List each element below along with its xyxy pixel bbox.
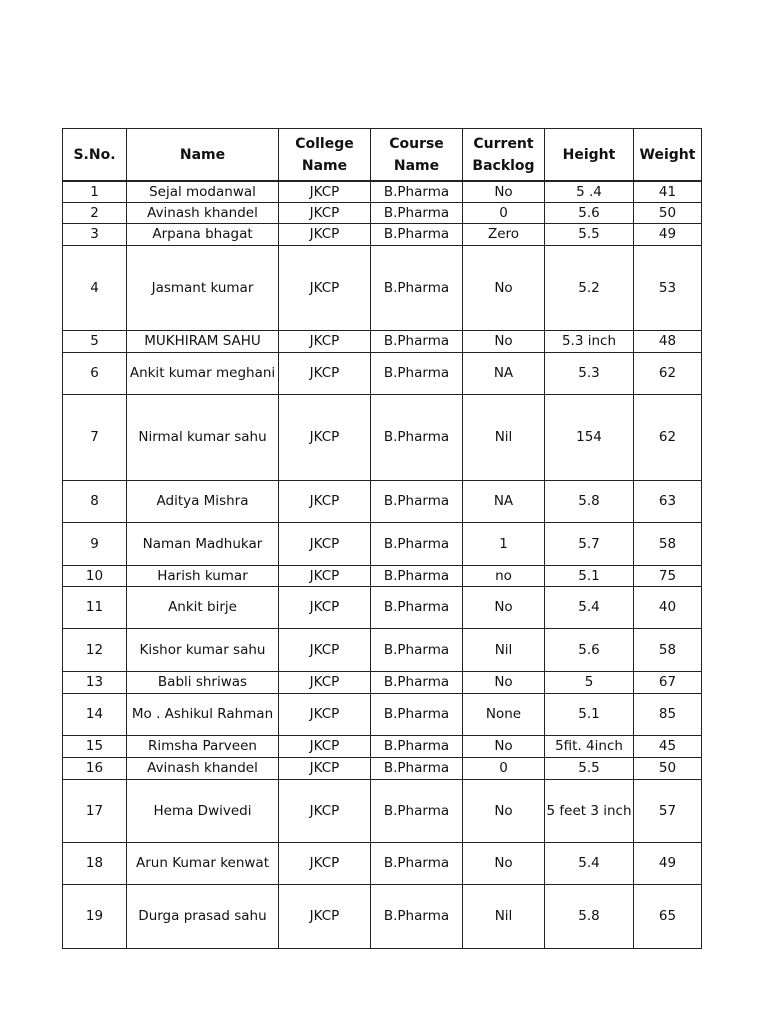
cell-backlog: Nil	[463, 394, 545, 480]
cell-sno: 1	[63, 181, 127, 202]
cell-sno: 3	[63, 223, 127, 245]
header-college	[279, 129, 371, 182]
cell-backlog: 0	[463, 202, 545, 223]
cell-weight: 58	[634, 628, 702, 671]
cell-course: B.Pharma	[371, 223, 463, 245]
cell-college: JKCP	[279, 884, 371, 948]
cell-name: Kishor kumar sahu	[127, 628, 279, 671]
cell-sno: 19	[63, 884, 127, 948]
cell-name: Avinash khandel	[127, 757, 279, 779]
header-sno: S.No.	[63, 129, 127, 182]
cell-sno: 6	[63, 352, 127, 394]
header-height: Height	[545, 129, 634, 182]
student-table	[62, 128, 702, 949]
cell-course: B.Pharma	[371, 480, 463, 522]
cell-sno: 12	[63, 628, 127, 671]
cell-name: Durga prasad sahu	[127, 884, 279, 948]
cell-name: Rimsha Parveen	[127, 735, 279, 757]
cell-name: Avinash khandel	[127, 202, 279, 223]
cell-course: B.Pharma	[371, 842, 463, 884]
cell-height: 5.5	[545, 757, 634, 779]
cell-name: Hema Dwivedi	[127, 779, 279, 842]
table-row	[63, 565, 702, 586]
table-row	[63, 352, 702, 394]
cell-height: 5	[545, 671, 634, 693]
cell-backlog: Zero	[463, 223, 545, 245]
table-row	[63, 245, 702, 330]
cell-course: B.Pharma	[371, 394, 463, 480]
cell-name: Ankit kumar meghani	[127, 352, 279, 394]
cell-weight: 57	[634, 779, 702, 842]
cell-sno: 4	[63, 245, 127, 330]
cell-weight: 45	[634, 735, 702, 757]
table-row	[63, 522, 702, 565]
cell-weight: 62	[634, 394, 702, 480]
cell-course: B.Pharma	[371, 352, 463, 394]
cell-college: JKCP	[279, 223, 371, 245]
cell-weight: 50	[634, 202, 702, 223]
header-course	[371, 129, 463, 182]
cell-name: Nirmal kumar sahu	[127, 394, 279, 480]
cell-backlog: Nil	[463, 884, 545, 948]
cell-name: Babli shriwas	[127, 671, 279, 693]
cell-height: 5.4	[545, 586, 634, 628]
cell-weight: 65	[634, 884, 702, 948]
cell-college: JKCP	[279, 842, 371, 884]
table-row	[63, 480, 702, 522]
table-row	[63, 735, 702, 757]
cell-height: 5.8	[545, 480, 634, 522]
cell-backlog: No	[463, 245, 545, 330]
cell-sno: 14	[63, 693, 127, 735]
cell-course: B.Pharma	[371, 628, 463, 671]
table-row	[63, 671, 702, 693]
cell-college: JKCP	[279, 586, 371, 628]
cell-course: B.Pharma	[371, 671, 463, 693]
table-row	[63, 202, 702, 223]
cell-college: JKCP	[279, 394, 371, 480]
cell-sno: 13	[63, 671, 127, 693]
cell-college: JKCP	[279, 480, 371, 522]
header-course-line1: Course	[389, 135, 444, 152]
cell-name: Arun Kumar kenwat	[127, 842, 279, 884]
cell-college: JKCP	[279, 245, 371, 330]
cell-college: JKCP	[279, 735, 371, 757]
cell-name: Sejal modanwal	[127, 181, 279, 202]
cell-name: MUKHIRAM SAHU	[127, 330, 279, 352]
cell-height: 154	[545, 394, 634, 480]
cell-backlog: No	[463, 330, 545, 352]
cell-weight: 40	[634, 586, 702, 628]
header-weight: Weight	[634, 129, 702, 182]
cell-name: Naman Madhukar	[127, 522, 279, 565]
cell-course: B.Pharma	[371, 693, 463, 735]
cell-name: Harish kumar	[127, 565, 279, 586]
cell-college: JKCP	[279, 330, 371, 352]
header-college-line1: College	[295, 135, 354, 152]
cell-name: Ankit birje	[127, 586, 279, 628]
table-row	[63, 330, 702, 352]
cell-backlog: 0	[463, 757, 545, 779]
table-row	[63, 181, 702, 202]
cell-name: Aditya Mishra	[127, 480, 279, 522]
cell-backlog: No	[463, 181, 545, 202]
cell-height: 5.3	[545, 352, 634, 394]
cell-height: 5.1	[545, 565, 634, 586]
cell-name: Mo . Ashikul Rahman	[127, 693, 279, 735]
cell-height: 5.6	[545, 628, 634, 671]
cell-college: JKCP	[279, 565, 371, 586]
cell-college: JKCP	[279, 693, 371, 735]
cell-weight: 48	[634, 330, 702, 352]
cell-name: Arpana bhagat	[127, 223, 279, 245]
table-row	[63, 394, 702, 480]
cell-sno: 9	[63, 522, 127, 565]
header-backlog-line2: Backlog	[472, 157, 535, 174]
table-row	[63, 842, 702, 884]
cell-backlog: No	[463, 735, 545, 757]
cell-height: 5.5	[545, 223, 634, 245]
cell-weight: 67	[634, 671, 702, 693]
cell-sno: 17	[63, 779, 127, 842]
cell-height: 5.7	[545, 522, 634, 565]
cell-course: B.Pharma	[371, 757, 463, 779]
cell-backlog: No	[463, 586, 545, 628]
cell-height: 5 .4	[545, 181, 634, 202]
cell-backlog: None	[463, 693, 545, 735]
cell-height: 5.1	[545, 693, 634, 735]
cell-course: B.Pharma	[371, 181, 463, 202]
cell-height: 5.8	[545, 884, 634, 948]
cell-backlog: Nil	[463, 628, 545, 671]
cell-sno: 18	[63, 842, 127, 884]
header-row	[63, 129, 702, 182]
header-name: Name	[127, 129, 279, 182]
cell-course: B.Pharma	[371, 565, 463, 586]
cell-sno: 16	[63, 757, 127, 779]
cell-college: JKCP	[279, 181, 371, 202]
cell-course: B.Pharma	[371, 330, 463, 352]
cell-course: B.Pharma	[371, 202, 463, 223]
cell-height: 5.6	[545, 202, 634, 223]
cell-height: 5.2	[545, 245, 634, 330]
cell-college: JKCP	[279, 779, 371, 842]
cell-college: JKCP	[279, 757, 371, 779]
table-row	[63, 779, 702, 842]
header-course-line2: Name	[393, 157, 440, 174]
header-backlog	[463, 129, 545, 182]
cell-sno: 2	[63, 202, 127, 223]
cell-weight: 75	[634, 565, 702, 586]
cell-sno: 15	[63, 735, 127, 757]
cell-height: 5.3 inch	[545, 330, 634, 352]
cell-sno: 7	[63, 394, 127, 480]
cell-course: B.Pharma	[371, 522, 463, 565]
cell-backlog: NA	[463, 480, 545, 522]
cell-backlog: No	[463, 779, 545, 842]
table-row	[63, 628, 702, 671]
header-college-line2: Name	[301, 157, 348, 174]
cell-backlog: no	[463, 565, 545, 586]
cell-college: JKCP	[279, 671, 371, 693]
table-row	[63, 757, 702, 779]
cell-course: B.Pharma	[371, 884, 463, 948]
cell-weight: 58	[634, 522, 702, 565]
cell-height: 5.4	[545, 842, 634, 884]
cell-weight: 85	[634, 693, 702, 735]
table-row	[63, 884, 702, 948]
cell-weight: 62	[634, 352, 702, 394]
cell-backlog: NA	[463, 352, 545, 394]
cell-college: JKCP	[279, 522, 371, 565]
cell-sno: 10	[63, 565, 127, 586]
cell-weight: 41	[634, 181, 702, 202]
cell-sno: 8	[63, 480, 127, 522]
cell-college: JKCP	[279, 628, 371, 671]
cell-height: 5fit. 4inch	[545, 735, 634, 757]
cell-name: Jasmant kumar	[127, 245, 279, 330]
header-backlog-line1: Current	[473, 135, 534, 152]
cell-weight: 63	[634, 480, 702, 522]
cell-backlog: No	[463, 842, 545, 884]
cell-weight: 50	[634, 757, 702, 779]
cell-weight: 49	[634, 223, 702, 245]
cell-course: B.Pharma	[371, 735, 463, 757]
cell-college: JKCP	[279, 352, 371, 394]
cell-backlog: No	[463, 671, 545, 693]
table-row	[63, 586, 702, 628]
cell-weight: 53	[634, 245, 702, 330]
cell-course: B.Pharma	[371, 245, 463, 330]
cell-sno: 5	[63, 330, 127, 352]
cell-weight: 49	[634, 842, 702, 884]
table-row	[63, 223, 702, 245]
cell-sno: 11	[63, 586, 127, 628]
cell-course: B.Pharma	[371, 586, 463, 628]
cell-height: 5 feet 3 inch	[545, 779, 634, 842]
cell-college: JKCP	[279, 202, 371, 223]
table-row	[63, 693, 702, 735]
cell-course: B.Pharma	[371, 779, 463, 842]
cell-backlog: 1	[463, 522, 545, 565]
